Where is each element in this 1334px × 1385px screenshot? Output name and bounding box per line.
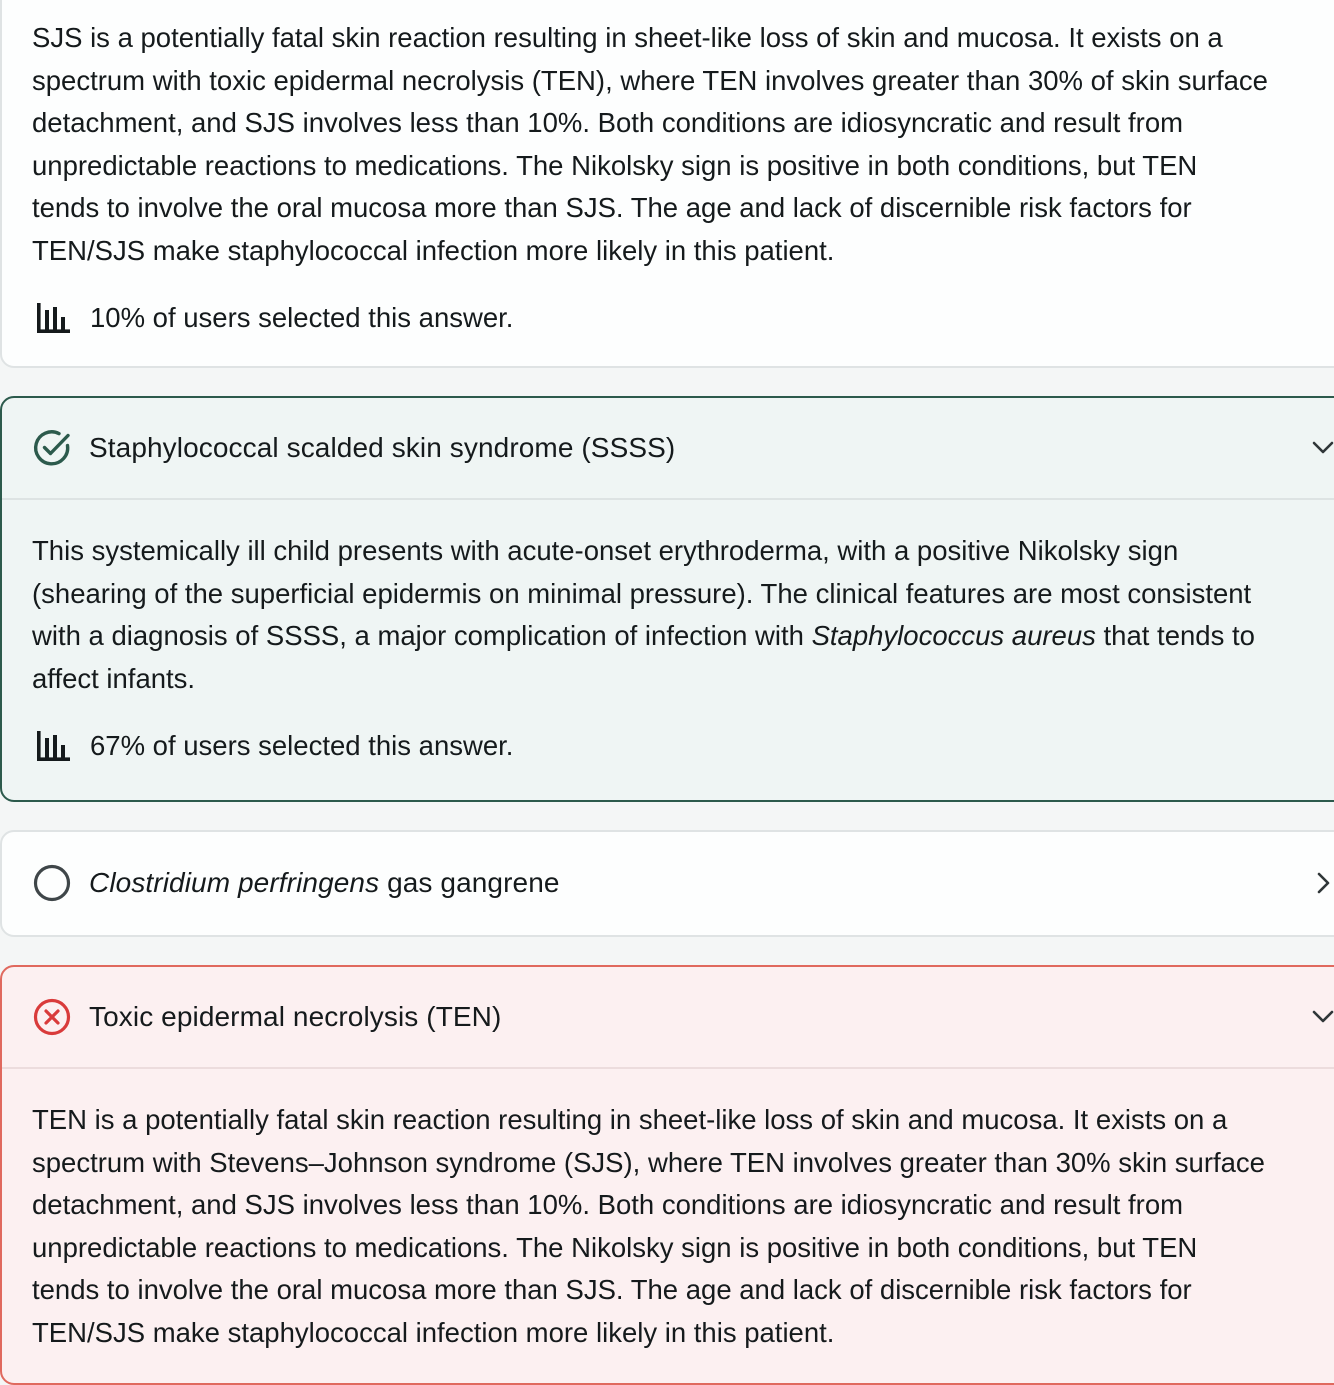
ssss-explanation-part1: This systemically ill child presents with acute-onset erythroderma, with a positive Nikolsky sign (shearing of the superficial epidermis on minimal pressure). The clinical features are most consistent with a diagnosis of SSSS, a major complication of infection with: [32, 535, 1252, 651]
ten-label: Toxic epidermal necrolysis (TEN): [89, 1001, 502, 1032]
ten-explanation: TEN is a potentially fatal skin reaction resulting in sheet-like loss of skin and mucosa. It exists on a spectrum with Stevens–Johnson syndrome (SJS), where TEN involves greater than 30% skin surface detachment, and SJS involves less than 10%. Both conditions are idiosyncratic and result from unpredictable reactions to medications. The Nikolsky sign is positive in both conditions, but TEN tends to involve the oral mucosa more than SJS. The age and lack of discernible risk factors for TEN/SJS make staphylococcal infection more likely in this patient.: [32, 1104, 1265, 1348]
answer-option-ssss[interactable]: [0, 396, 1334, 802]
clostridium-organism: Clostridium perfringens: [89, 867, 380, 898]
check-circle-icon: [32, 428, 72, 468]
chevron-down-icon[interactable]: [1310, 435, 1334, 461]
ssss-explanation-part2: that tends to affect infants.: [32, 620, 1255, 694]
bar-chart-icon: [35, 729, 71, 763]
clostridium-label-rest: gas gangrene: [379, 867, 560, 898]
sjs-explanation: SJS is a potentially fatal skin reaction resulting in sheet-like loss of skin and mucosa. It exists on a spectrum with toxic epidermal necrolysis (TEN), where TEN involves greater than 30% of skin surface detachment, and SJS involves less than 10%. Both conditions are idiosyncratic and result from unpredictable reactions to medications. The Nikolsky sign is positive in both conditions, but TEN tends to involve the oral mucosa more than SJS. The age and lack of discernible risk factors for TEN/SJS make staphylococcal infection more likely in this patient.: [32, 22, 1268, 266]
ssss-selection-stat: [2, 729, 1334, 763]
ten-header[interactable]: [2, 967, 1334, 1069]
empty-circle-icon: [32, 863, 72, 903]
ssss-explanation: [2, 530, 1334, 700]
ssss-label: Staphylococcal scalded skin syndrome (SSSS): [89, 432, 676, 463]
ssss-stat-text: 67% of users selected this answer.: [90, 730, 514, 761]
x-circle-icon: [32, 997, 72, 1037]
answer-option-ten[interactable]: [0, 965, 1334, 1385]
sjs-selection-stat: [2, 301, 1334, 335]
ssss-explanation-organism: Staphylococcus aureus: [811, 620, 1096, 651]
ssss-header[interactable]: [2, 398, 1334, 500]
chevron-down-icon[interactable]: [1310, 1004, 1334, 1030]
answer-option-clostridium[interactable]: [0, 830, 1334, 937]
sjs-stat-text: 10% of users selected this answer.: [90, 302, 514, 333]
answer-option-sjs[interactable]: [0, 0, 1334, 368]
bar-chart-icon: [35, 301, 71, 335]
clostridium-label: [89, 867, 560, 899]
clostridium-header[interactable]: [2, 832, 1334, 934]
chevron-right-icon[interactable]: [1310, 870, 1334, 896]
